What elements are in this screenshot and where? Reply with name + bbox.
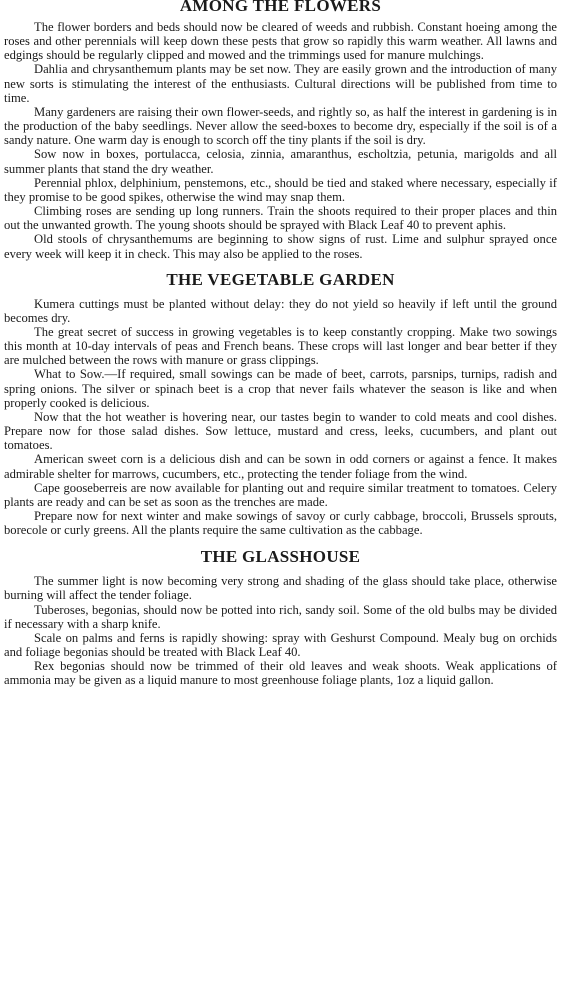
paragraph: Perennial phlox, delphinium, penstemons, etc., should be tied and staked where necessary, especially if they promise to be good spikes, otherwise the wind may snap them.	[4, 175, 557, 204]
paragraph: Rex begonias should now be trimmed of their old leaves and weak shoots. Weak applications of ammonia may be given as a liquid manure to most greenhouse foliage plants, 1oz a liquid gallon.	[4, 659, 557, 688]
section-heading-vegetable-garden: THE VEGETABLE GARDEN	[166, 269, 395, 289]
paragraph: Tuberoses, begonias, should now be potted into rich, sandy soil. Some of the old bulbs may be divided if necessary with a sharp knife.	[4, 602, 557, 631]
paragraph: Old stools of chrysanthemums are beginning to show signs of rust. Lime and sulphur sprayed once every week will keep it in check. This may also be applied to the roses.	[4, 232, 557, 261]
paragraph: Now that the hot weather is hovering near, our tastes begin to wander to cold meats and cool dishes. Prepare now for those salad dishes. Sow lettuce, mustard and cress, leeks, cucumbers, and plant out tomatoes.	[4, 409, 557, 453]
paragraph: Climbing roses are sending up long runners. Train the shoots required to their proper places and thin out the unwanted growth. The young shoots should be sprayed with Black Leaf 40 to prevent aphis.	[4, 204, 557, 233]
paragraph: Sow now in boxes, portulacca, celosia, zinnia, amaranthus, escholtzia, petunia, marigolds and all summer plants that stand the dry weather.	[4, 147, 557, 176]
section-heading-flowers: AMONG THE FLOWERS	[179, 0, 382, 15]
section-heading-glasshouse: THE GLASSHOUSE	[200, 547, 361, 567]
paragraph: The great secret of success in growing vegetables is to keep constantly cropping. Make two sowings this month at 10-day intervals of peas and French beans. These crops will last longer and bear better if they are mulched between the rows with manure or grass clippings.	[4, 324, 557, 368]
paragraph: The flower borders and beds should now be cleared of weeds and rubbish. Constant hoeing among the roses and other perennials will keep down these pests that grow so rapidly this warm weather. All lawns and edgings should be regularly clipped and mowed and the trimmings used for manure mulchings.	[4, 20, 557, 63]
paragraph: Dahlia and chrysanthemum plants may be set now. They are easily grown and the introduction of many new sorts is stimulating the interest of the enthusiasts. Cultural directions will be published from time to time.	[4, 62, 557, 105]
paragraph: Scale on palms and ferns is rapidly showing: spray with Geshurst Compound. Mealy bug on orchids and foliage begonias should be treated with Black Leaf 40.	[4, 630, 557, 660]
paragraph: What to Sow.—If required, small sowings can be made of beet, carrots, parsnips, turnips, radish and spring onions. The silver or spinach beet is a crop that never fails whatever the season is like and when properly cooked is delicious.	[4, 367, 557, 410]
paragraph: Cape gooseberreis are now available for planting out and require similar treatment to tomatoes. Celery plants are ready and can be set as soon as the trenches are made.	[4, 480, 557, 509]
paragraph: Prepare now for next winter and make sowings of savoy or curly cabbage, broccoli, Brussels sprouts, borecole or curly greens. All the plants require the same cultivation as the cabbage.	[4, 509, 557, 538]
paragraph: American sweet corn is a delicious dish and can be sown in odd corners or against a fence. It makes admirable shelter for marrows, cucumbers, etc., protecting the tender foliage from the wind.	[4, 452, 557, 481]
paragraph: Many gardeners are raising their own flower-seeds, and rightly so, as half the interest in gardening is in the production of the baby seedlings. Never allow the seed-boxes to become dry, especially if the soil is of a sandy nature. One warm day is enough to scorch off the tiny plants if the soil is dry.	[4, 104, 557, 148]
paragraph: Kumera cuttings must be planted without delay: they do not yield so heavily if left until the ground becomes dry.	[4, 296, 557, 325]
paragraph: The summer light is now becoming very strong and shading of the glass should take place, otherwise burning will affect the tender foliage.	[4, 574, 557, 603]
